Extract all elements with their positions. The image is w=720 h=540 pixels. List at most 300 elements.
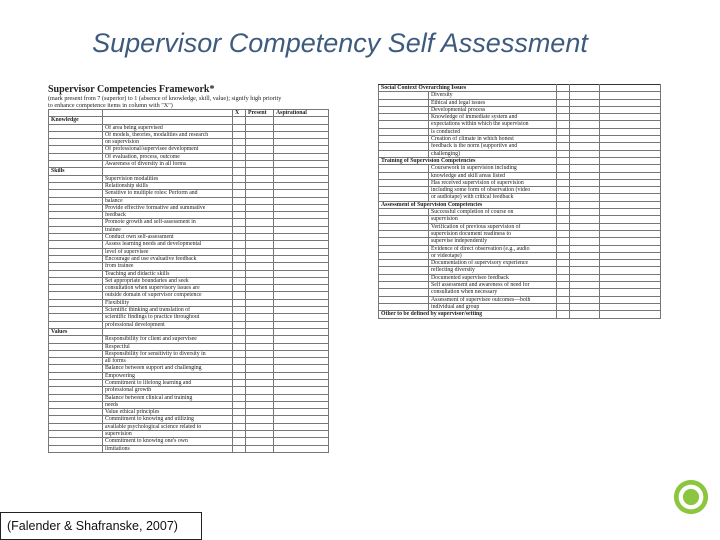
competency-item: feedback [103,212,233,219]
rating-cell [233,314,246,321]
rating-cell [233,124,246,131]
competency-item: available psychological science related to [103,423,233,430]
rating-cell [233,423,246,430]
rating-cell [246,336,274,343]
section-column-cell [49,358,103,365]
rating-cell [570,172,600,179]
section-column-cell [49,248,103,255]
framework-title: Supervisor Competencies Framework* [48,84,215,95]
rating-cell [246,350,274,357]
section-column-cell [379,296,429,303]
table-row [49,401,329,408]
rating-cell [233,219,246,226]
table-row [379,114,661,121]
rating-cell [274,190,329,197]
rating-cell [246,234,274,241]
section-column-cell [379,194,429,201]
competency-item: Relationship skills [103,182,233,189]
competency-item: Ethical and legal issues [429,99,557,106]
table-row [379,165,661,172]
rating-cell [246,387,274,394]
competency-item: individual and group [429,303,557,310]
rating-cell [274,321,329,328]
section-column-cell [49,204,103,211]
competency-item: Of evaluation, process, outcome [103,153,233,160]
rating-cell [570,289,600,296]
rating-cell [600,150,661,157]
continued-table [378,84,661,319]
rating-cell [233,445,246,452]
competency-item: trainee [103,226,233,233]
rating-cell [233,358,246,365]
rating-cell [274,350,329,357]
rating-cell [557,114,570,121]
rating-cell [600,179,661,186]
table-row [49,234,329,241]
rating-cell [233,248,246,255]
rating-cell [246,204,274,211]
table-row [49,299,329,306]
section-column-cell [379,223,429,230]
section-blank-cell [246,168,274,175]
section-blank-cell [233,168,246,175]
section-column-cell [49,307,103,314]
rating-cell [233,182,246,189]
section-column-cell [379,274,429,281]
section-column-cell [49,299,103,306]
table-row [379,187,661,194]
rating-cell [274,255,329,262]
rating-cell [246,255,274,262]
section-blank-cell [246,328,274,335]
rating-cell [570,194,600,201]
competency-item: professional growth [103,387,233,394]
rating-cell [274,438,329,445]
rating-cell [600,245,661,252]
rating-cell [600,187,661,194]
rating-cell [557,106,570,113]
rating-cell [570,106,600,113]
rating-cell [233,190,246,197]
rating-cell [557,245,570,252]
table-row [49,358,329,365]
rating-cell [570,223,600,230]
section-column-cell [379,136,429,143]
rating-cell [600,216,661,223]
section-column-cell [49,350,103,357]
rating-cell [233,321,246,328]
rating-cell [246,365,274,372]
competency-item: Teaching and didactic skills [103,270,233,277]
rating-cell [246,394,274,401]
competency-item: Empowering [103,372,233,379]
section-column-cell [379,128,429,135]
table-row [49,197,329,204]
table-row [49,146,329,153]
section-column-cell [49,226,103,233]
rating-cell [233,387,246,394]
rating-cell [246,175,274,182]
competencies-framework-document [48,84,328,536]
rating-cell [274,197,329,204]
table-row [49,270,329,277]
rating-cell [600,136,661,143]
rating-cell [570,143,600,150]
rating-cell [600,106,661,113]
rating-cell [246,285,274,292]
rating-cell [233,438,246,445]
rating-cell [570,267,600,274]
rating-cell [233,409,246,416]
section-column-cell [49,153,103,160]
rating-cell [600,128,661,135]
rating-cell [274,358,329,365]
section-column-cell [49,285,103,292]
section-column-cell [379,230,429,237]
competency-item: Of models, theories, modalities and research [103,131,233,138]
rating-cell [600,143,661,150]
table-row [49,153,329,160]
section-column-cell [379,245,429,252]
rating-cell [600,121,661,128]
table-row [49,204,329,211]
rating-cell [274,307,329,314]
rating-cell [233,336,246,343]
section-column-cell [379,238,429,245]
rating-cell [274,409,329,416]
table-row [379,121,661,128]
section-column-cell [49,431,103,438]
competency-item: consultation when supervisory issues are [103,285,233,292]
table-row [49,190,329,197]
table-row [379,230,661,237]
rating-cell [233,212,246,219]
competency-item: Respectful [103,343,233,350]
rating-cell [570,136,600,143]
section-column-cell [49,336,103,343]
rating-cell [246,438,274,445]
table-row [49,241,329,248]
rating-cell [557,172,570,179]
rating-cell [233,431,246,438]
rating-cell [233,394,246,401]
competency-item: Commitment to knowing one's own [103,438,233,445]
rating-cell [233,255,246,262]
rating-cell [570,99,600,106]
competency-item: consultation when necessary [429,289,557,296]
table-row [379,245,661,252]
section-column-cell [49,219,103,226]
competency-item: Promote growth and self-assessment in [103,219,233,226]
rating-cell [233,175,246,182]
rating-cell [600,303,661,310]
rating-cell [233,307,246,314]
rating-cell [246,431,274,438]
rating-cell [246,197,274,204]
rating-cell [246,146,274,153]
section-column-cell [379,92,429,99]
rating-cell [246,182,274,189]
section-row [49,117,329,124]
section-column-cell [49,321,103,328]
section-row [379,311,661,318]
section-column-cell [49,292,103,299]
table-row [49,277,329,284]
table-row [49,285,329,292]
section-column-cell [49,372,103,379]
table-row [49,161,329,168]
rating-cell [233,292,246,299]
section-label: Assessment of Supervision Competencies [379,201,557,208]
section-column-cell [379,143,429,150]
section-column-cell [49,212,103,219]
table-row [49,343,329,350]
table-row [379,106,661,113]
rating-cell [233,365,246,372]
competency-item: Provide effective formative and summative [103,204,233,211]
table-row [49,416,329,423]
competency-item: balance [103,197,233,204]
table-row [49,445,329,452]
rating-cell [246,379,274,386]
rating-cell [557,179,570,186]
table-row [49,255,329,262]
rating-cell [246,241,274,248]
competency-item: Developmental process [429,106,557,113]
competency-item: supervision document readiness to [429,230,557,237]
competency-item: supervision [429,216,557,223]
section-column-cell [379,150,429,157]
rating-cell [233,161,246,168]
competency-item: Sensitive to multiple roles: Perform and [103,190,233,197]
section-column-cell [379,260,429,267]
rating-cell [274,153,329,160]
rating-cell [274,161,329,168]
competency-item: Assessment of supervisee outcomes—both [429,296,557,303]
rating-cell [246,131,274,138]
section-blank-cell [103,168,233,175]
competency-item: Commitment to knowing and utilizing [103,416,233,423]
rating-cell [600,274,661,281]
section-column-cell [49,241,103,248]
section-column-cell [379,121,429,128]
rating-cell [246,153,274,160]
competency-item: Assess learning needs and developmental [103,241,233,248]
table-row [379,209,661,216]
rating-cell [274,204,329,211]
table-row [379,136,661,143]
column-header: Present [246,110,274,117]
table-row [379,194,661,201]
rating-cell [557,216,570,223]
table-row [49,314,329,321]
rating-cell [274,416,329,423]
rating-cell [274,372,329,379]
section-blank-cell [233,117,246,124]
competency-item: Documentation of supervisory experience [429,260,557,267]
rating-cell [557,121,570,128]
rating-cell [246,270,274,277]
competency-item: on supervision [103,139,233,146]
competency-item: Successful completion of course on [429,209,557,216]
rating-cell [557,274,570,281]
rating-cell [570,121,600,128]
competency-item: Of professional/supervisee development [103,146,233,153]
table-row [49,263,329,270]
section-blank-cell [570,85,600,92]
rating-cell [246,161,274,168]
table-row [49,182,329,189]
rating-cell [274,387,329,394]
competency-item: from trainee [103,263,233,270]
rating-cell [557,230,570,237]
rating-cell [274,146,329,153]
rating-cell [600,172,661,179]
table-row [49,336,329,343]
rating-cell [233,270,246,277]
table-row [49,438,329,445]
rating-cell [570,114,600,121]
rating-cell [274,445,329,452]
rating-cell [570,179,600,186]
section-row [49,168,329,175]
rating-cell [274,423,329,430]
table-row [49,387,329,394]
rating-cell [274,285,329,292]
rating-cell [600,194,661,201]
section-column-cell [49,255,103,262]
section-column-cell [379,187,429,194]
rating-cell [246,321,274,328]
table-row [49,365,329,372]
section-blank-cell [246,117,274,124]
rating-cell [246,409,274,416]
section-blank-cell [570,201,600,208]
rating-cell [246,401,274,408]
rating-cell [600,223,661,230]
table-row [379,216,661,223]
rating-cell [274,124,329,131]
table-row [49,321,329,328]
section-column-cell [49,394,103,401]
rating-cell [246,343,274,350]
table-row [49,394,329,401]
column-header: X [233,110,246,117]
rating-cell [274,175,329,182]
competency-item: supervision [103,431,233,438]
rating-cell [570,296,600,303]
rating-cell [246,423,274,430]
slide-title: Supervisor Competency Self Assessment [92,28,588,58]
competency-item: knowledge and skill areas listed [429,172,557,179]
competency-item: challenging) [429,150,557,157]
section-column-cell [49,365,103,372]
rating-cell [233,401,246,408]
rating-cell [246,292,274,299]
competency-item: Balance between clinical and training [103,394,233,401]
competency-item: Encourage and use evaluative feedback [103,255,233,262]
rating-cell [233,343,246,350]
table-row [379,172,661,179]
framework-table [48,109,329,453]
section-blank-cell [600,85,661,92]
section-column-cell [379,289,429,296]
table-row [49,219,329,226]
section-column-cell [49,416,103,423]
section-blank-cell [570,311,600,318]
rating-cell [557,136,570,143]
rating-cell [570,187,600,194]
section-blank-cell [103,117,233,124]
competency-item: level of supervisee [103,248,233,255]
rating-cell [570,238,600,245]
rating-cell [600,99,661,106]
rating-cell [557,282,570,289]
competency-item: Set appropriate boundaries and seek [103,277,233,284]
rating-cell [600,282,661,289]
competency-item: Flexibility [103,299,233,306]
rating-cell [274,379,329,386]
section-column-cell [379,106,429,113]
rating-cell [557,92,570,99]
rating-cell [557,260,570,267]
competency-item: feedback is the norm (supportive and [429,143,557,150]
rating-cell [600,289,661,296]
rating-cell [557,303,570,310]
table-row [379,179,661,186]
competency-item: Commitment to lifelong learning and [103,379,233,386]
rating-cell [274,336,329,343]
competency-item: or videotape) [429,252,557,259]
citation: (Falender & Shafranske, 2007) [0,512,202,540]
rating-cell [246,372,274,379]
rating-cell [233,263,246,270]
competency-item: Diversity [429,92,557,99]
rating-cell [600,230,661,237]
competency-item: Balance between support and challenging [103,365,233,372]
competency-item: is conducted [429,128,557,135]
section-column-cell [49,277,103,284]
rating-cell [233,131,246,138]
section-label: Social Context Overarching Issues [379,85,557,92]
rating-cell [570,165,600,172]
table-row [379,267,661,274]
rating-cell [246,124,274,131]
rating-cell [557,296,570,303]
section-column-cell [49,234,103,241]
rating-cell [233,299,246,306]
competency-item: Evidence of direct observation (e.g., audio [429,245,557,252]
table-row [49,307,329,314]
section-column-cell [49,423,103,430]
section-column-cell [49,146,103,153]
rating-cell [246,358,274,365]
rating-cell [233,204,246,211]
section-column-cell [379,267,429,274]
section-column-cell [379,114,429,121]
table-row [379,260,661,267]
competency-item: Verification of previous supervision of [429,223,557,230]
rating-cell [274,212,329,219]
rating-cell [233,226,246,233]
table-row [49,139,329,146]
rating-cell [570,216,600,223]
rating-cell [246,277,274,284]
section-blank-cell [274,168,329,175]
section-column-cell [49,343,103,350]
competency-item: outside domain of supervisor competence [103,292,233,299]
section-column-cell [49,131,103,138]
